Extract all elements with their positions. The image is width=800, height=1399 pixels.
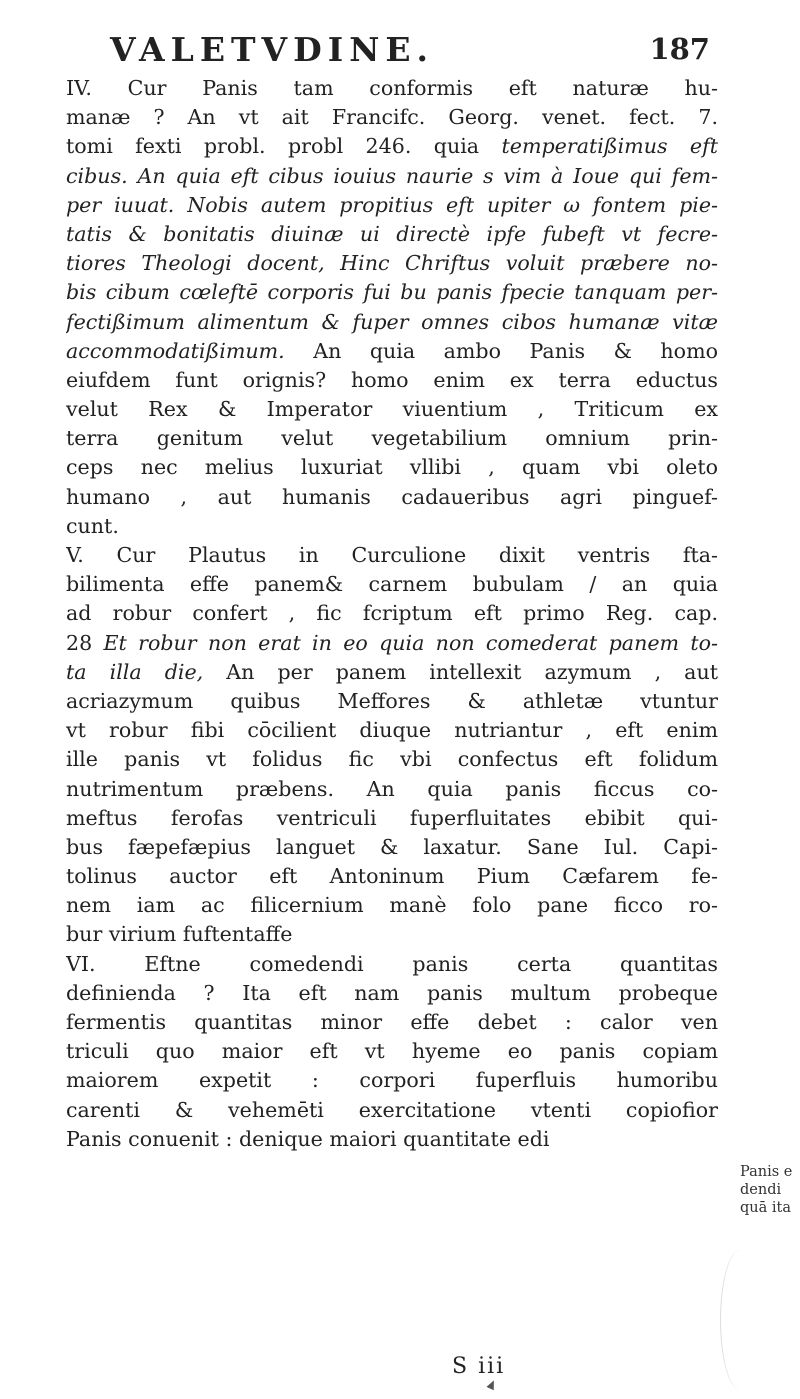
text-line: nutrimentum præbens. An quia panis ficcus co- <box>66 776 718 801</box>
text-line: terra genitum velut vegetabilium omnium prin- <box>66 426 718 451</box>
text-line: tatis & bonitatis diuinæ ui directè ipfe fubeft vt fecre- <box>66 221 718 246</box>
text-line: definienda ? Ita eft nam panis multum probeque <box>66 980 718 1005</box>
text-line: IV. Cur Panis tam conformis eft naturæ hu- <box>66 76 718 100</box>
body-text <box>66 74 718 1154</box>
text-line: ad robur confert , fic fcriptum eft primo Reg. cap. <box>66 601 718 626</box>
text-line: ta illa die, An per panem intellexit azymum , aut <box>66 659 718 684</box>
text-line: V. Cur Plautus in Curculione dixit ventris fta- <box>66 543 718 567</box>
text-line: fectißimum alimentum & fuper omnes cibos humanæ vitæ <box>66 309 718 334</box>
text-line: 28 Et robur non erat in eo quia non comederat panem to- <box>66 630 718 655</box>
text-line: eiufdem funt orignis? homo enim ex terra eductus <box>66 367 718 392</box>
text-line: manæ ? An vt ait Francifc. Georg. venet. fect. 7. <box>66 105 718 130</box>
text-line: bus fæpefæpius languet & laxatur. Sane Iul. Capi- <box>66 834 718 859</box>
margin-note <box>740 1163 800 1217</box>
text-line: acriazymum quibus Meffores & athletæ vtuntur <box>66 688 718 713</box>
text-line: carenti & vehemēti exercitatione vtenti copiofior <box>66 1097 718 1122</box>
running-title: VALETVDINE. <box>110 30 435 69</box>
text-line: Panis conuenit : denique maiori quantitate edi <box>66 1126 550 1151</box>
text-line: triculi quo maior eft vt hyeme eo panis copiam <box>66 1039 718 1064</box>
text-line: nem iam ac filicernium manè folo pane ficco ro- <box>66 893 718 918</box>
text-line: maiorem expetit : corpori fuperfluis humoribu <box>66 1068 718 1093</box>
text-line: cibus. An quia eft cibus iouius naurie s vim à Ioue qui fem- <box>66 163 718 188</box>
text-line: VI. Eftne comedendi panis certa quantitas <box>66 951 718 976</box>
text-line: accommodatißimum. An quia ambo Panis & homo <box>66 338 718 363</box>
text-line: ille panis vt folidus fic vbi confectus eft folidum <box>66 747 718 772</box>
page-number: 187 <box>649 32 710 66</box>
margin-note-line: dendi <box>740 1182 782 1198</box>
text-line: bis cibum cœleftē corporis fui bu panis fpecie tanquam per- <box>66 280 718 305</box>
text-line: ceps nec melius luxuriat vllibi , quam vbi oleto <box>66 455 718 480</box>
page-header <box>110 30 710 70</box>
margin-note-line: Panis e <box>740 1164 793 1180</box>
text-line: meftus ferofas ventriculi fuperfluitates ebibit qui- <box>66 805 718 830</box>
text-line: per iuuat. Nobis autem propitius eft upiter ω fontem pie- <box>66 192 718 217</box>
text-line: humano , aut humanis cadaueribus agri pinguef- <box>66 484 718 509</box>
text-line: vt robur fibi cōcilient diuque nutriantur , eft enim <box>66 718 718 743</box>
text-line: fermentis quantitas minor effe debet : calor ven <box>66 1010 718 1034</box>
page-bleed-through <box>720 1250 761 1390</box>
text-line: tomi fexti probl. probl 246. quia temperatißimus eft <box>66 134 718 159</box>
text-line: bilimenta effe panem& carnem bubulam / an quia <box>66 572 718 597</box>
text-line: velut Rex & Imperator viuentium , Triticum ex <box>66 397 718 422</box>
text-line: tiores Theologi docent, Hinc Chriftus voluit præbere no- <box>66 251 718 276</box>
signature-mark: S iii <box>452 1354 506 1379</box>
text-line: bur virium fuftentaffe <box>66 922 293 947</box>
ink-mark <box>486 1379 497 1391</box>
margin-note-line: quā ita <box>740 1200 791 1216</box>
text-line: cunt. <box>66 513 119 538</box>
text-line: tolinus auctor eft Antoninum Pium Cæfarem fe- <box>66 864 718 889</box>
